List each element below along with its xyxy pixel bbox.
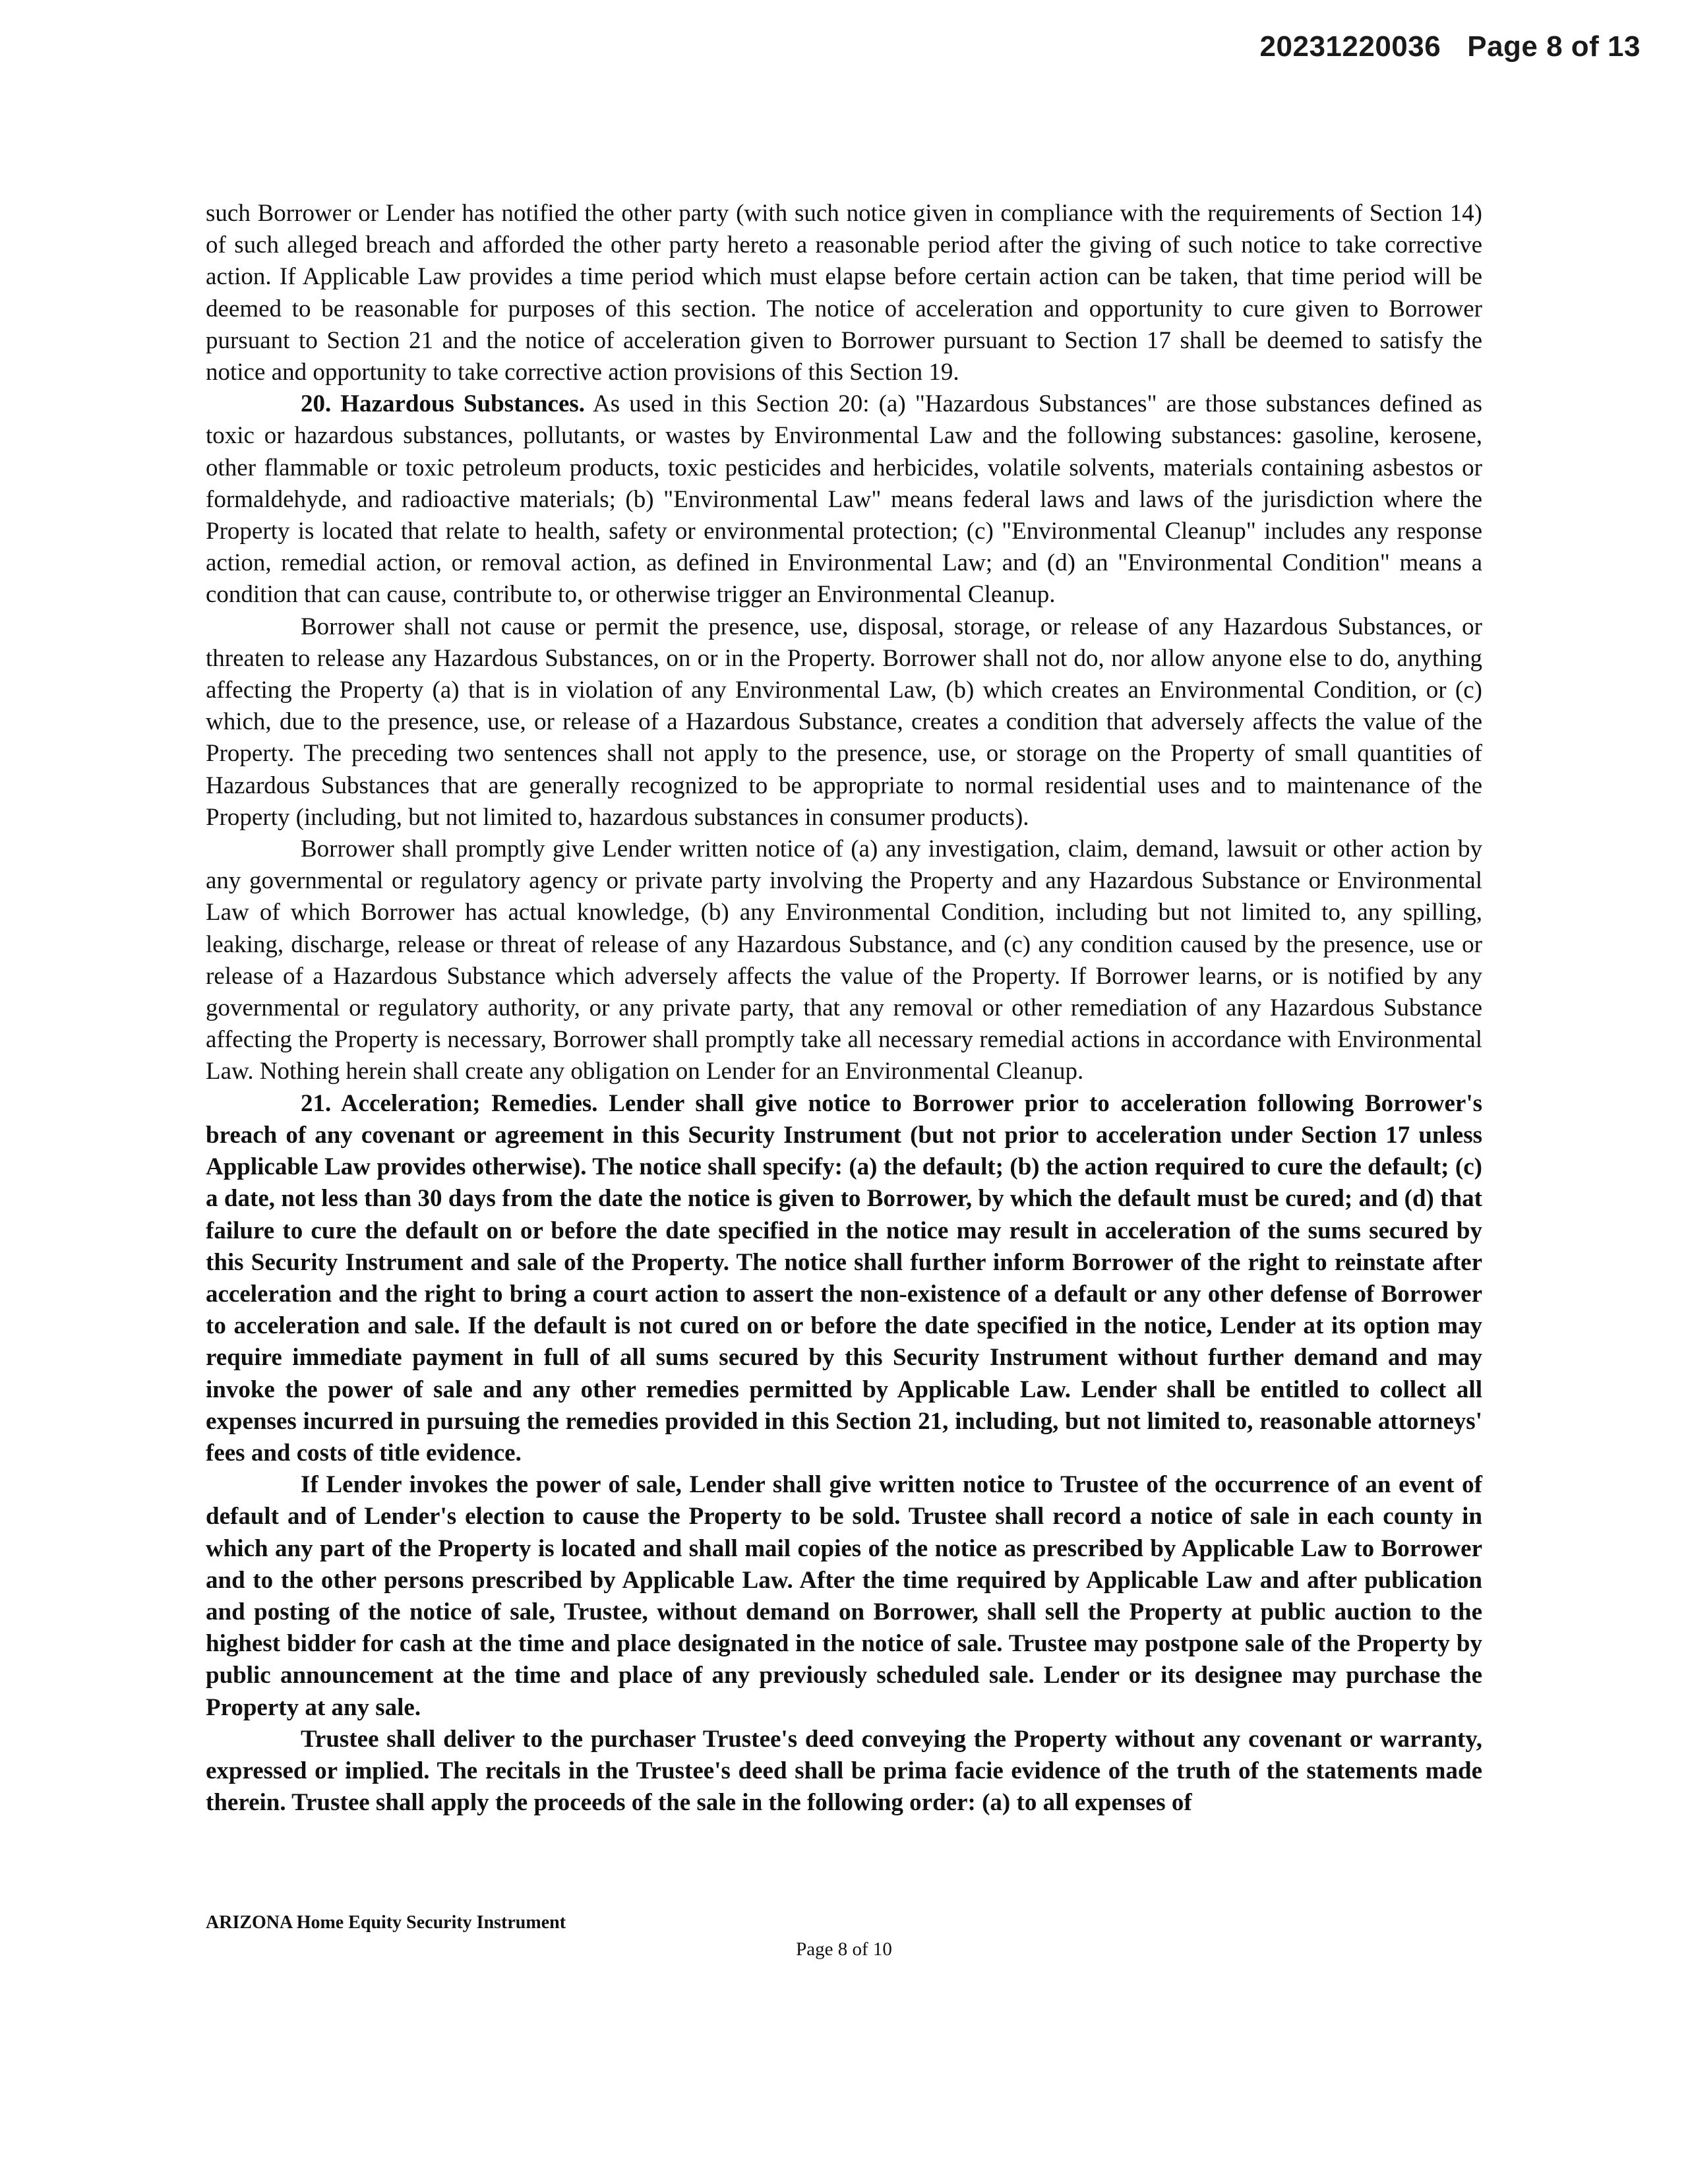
page-number: Page 8 of 10 <box>796 1939 892 1960</box>
paragraph-section-20 <box>206 388 1482 611</box>
section-21-heading: 21. Acceleration; Remedies. <box>301 1089 598 1117</box>
paragraph-section-21-power-of-sale: If Lender invokes the power of sale, Lender shall give written notice to Trustee of the occurrence of an event of default and of Lender's election to cause the Property to be sold. Trustee shall record a notice of sale in each county in which any part of the Property is located and shall mail copies of the notice as prescribed by Applicable Law to Borrower and to the other persons prescribed by Applicable Law. After the time required by Applicable Law and after publication and posting of the notice of sale, Trustee, without demand on Borrower, shall sell the Property at public auction to the highest bidder for cash at the time and place designated in the notice of sale. Trustee may postpone sale of the Property by public announcement at the time and place of any previously scheduled sale. Lender or its designee may purchase the Property at any sale. <box>206 1471 1482 1721</box>
paragraph-section-21 <box>206 1088 1482 1469</box>
paragraph-section-21-trustee-deed: Trustee shall deliver to the purchaser Trustee's deed conveying the Property without any covenant or warranty, expressed or implied. The recitals in the Trustee's deed shall be prima facie evidence of the truth of the statements made therein. Trustee shall apply the proceeds of the sale in the following order: (a) to all expenses of <box>206 1725 1482 1817</box>
recording-page: Page 8 of 13 <box>1467 30 1641 63</box>
paragraph-section-19-continued: such Borrower or Lender has notified the other party (with such notice given in compliance with the requirements of Section 14) of such alleged breach and afforded the other party hereto a reasonable period after the giving of such notice to take corrective action. If Applicable Law provides a time period which must elapse before certain action can be taken, that time period will be deemed to be reasonable for purposes of this section. The notice of acceleration and opportunity to cure given to Borrower pursuant to Section 21 and the notice of acceleration given to Borrower pursuant to Section 17 shall be deemed to satisfy the notice and opportunity to take corrective action provisions of this Section 19. <box>206 200 1482 386</box>
section-20-text: As used in this Section 20: (a) "Hazardous Substances" are those substances defined as toxic or hazardous substances, pollutants, or wastes by Environmental Law and the following substances: gasoline, kerosene, other flammable or toxic petroleum products, toxic pesticides and herbicides, volatile solvents, materials containing asbestos or formaldehyde, and radioactive materials; (b) "Environmental Law" means federal laws and laws of the jurisdiction where the Property is located that relate to health, safety or environmental protection; (c) "Environmental Cleanup" includes any response action, remedial action, or removal action, as defined in Environmental Law; and (d) an "Environmental Condition" means a condition that can cause, contribute to, or otherwise trigger an Environmental Cleanup. <box>206 390 1482 609</box>
section-20-heading: 20. Hazardous Substances. <box>301 390 586 418</box>
paragraph-section-20-borrower-shall-not: Borrower shall not cause or permit the presence, use, disposal, storage, or release of any Hazardous Substances, or threaten to release any Hazardous Substances, on or in the Property. Borrower shall not do, nor allow anyone else to do, anything affecting the Property (a) that is in violation of any Environmental Law, (b) which creates an Environmental Condition, or (c) which, due to the presence, use, or release of a Hazardous Substance, creates a condition that adversely affects the value of the Property. The preceding two sentences shall not apply to the presence, use, or storage on the Property of small quantities of Hazardous Substances that are generally recognized to be appropriate to normal residential uses and to maintenance of the Property (including, but not limited to, hazardous substances in consumer products). <box>206 613 1482 831</box>
paragraph-section-20-written-notice: Borrower shall promptly give Lender written notice of (a) any investigation, claim, demand, lawsuit or other action by any governmental or regulatory agency or private party involving the Property and any Hazardous Substance or Environmental Law of which Borrower has actual knowledge, (b) any Environmental Condition, including but not limited to, any spilling, leaking, discharge, release or threat of release of any Hazardous Substance, and (c) any condition caused by the presence, use or release of a Hazardous Substance which adversely affects the value of the Property. If Borrower learns, or is notified by any governmental or regulatory authority, or any private party, that any removal or other remediation of any Hazardous Substance affecting the Property is necessary, Borrower shall promptly take all necessary remedial actions in accordance with Environmental Law. Nothing herein shall create any obligation on Lender for an Environmental Cleanup. <box>206 835 1482 1085</box>
recording-number: 20231220036 <box>1259 30 1441 63</box>
section-21-text: Lender shall give notice to Borrower prior to acceleration following Borrower's breach of any covenant or agreement in this Security Instrument (but not prior to acceleration under Section 17 unless Applicable Law provides otherwise). The notice shall specify: (a) the default; (b) the action required to cure the default; (c) a date, not less than 30 days from the date the notice is given to Borrower, by which the default must be cured; and (d) that failure to cure the default on or before the date specified in the notice may result in acceleration of the sums secured by this Security Instrument and sale of the Property. The notice shall further inform Borrower of the right to reinstate after acceleration and the right to bring a court action to assert the non-existence of a default or any other defense of Borrower to acceleration and sale. If the default is not cured on or before the date specified in the notice, Lender at its option may require immediate payment in full of all sums secured by this Security Instrument without further demand and may invoke the power of sale and any other remedies permitted by Applicable Law. Lender shall be entitled to collect all expenses incurred in pursuing the remedies provided in this Section 21, including, but not limited to, reasonable attorneys' fees and costs of title evidence. <box>206 1089 1483 1467</box>
document-body <box>206 198 1482 1819</box>
form-title: ARIZONA Home Equity Security Instrument <box>206 1912 566 1933</box>
recording-stamp <box>1260 30 1641 63</box>
